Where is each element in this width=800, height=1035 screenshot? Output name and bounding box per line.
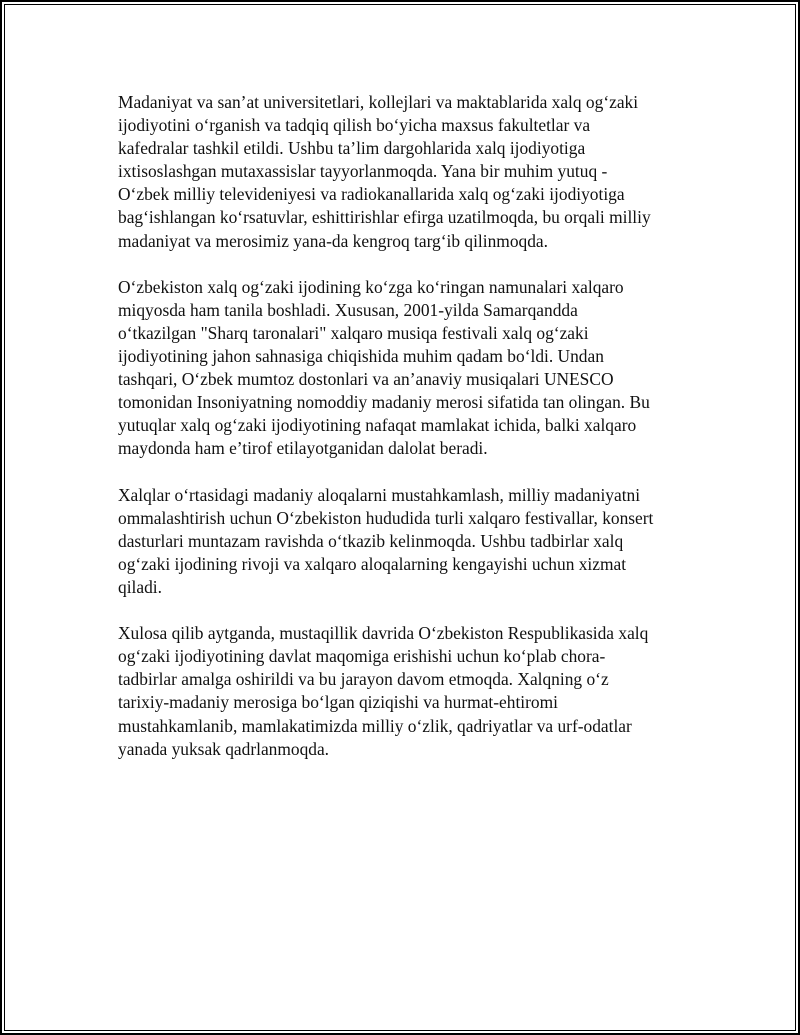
text-line: Xalqlar o‘rtasidagi madaniy aloqalarni mustahkamlash, milliy madaniyatni <box>118 484 641 505</box>
paragraph-4 <box>118 622 693 761</box>
text-line: mustahkamlanib, mamlakatimizda milliy o‘zlik, qadriyatlar va urf-odatlar <box>118 715 632 736</box>
text-line: qiladi. <box>118 576 162 597</box>
text-line: ijodiyotini o‘rganish va tadqiq qilish bo‘yicha maxsus fakultetlar va <box>118 115 591 136</box>
text-line: Xulosa qilib aytganda, mustaqillik davrida O‘zbekiston Respublikasida xalq <box>118 623 649 644</box>
text-line: ijodiyotining jahon sahnasiga chiqishida muhim qadam bo‘ldi. Undan <box>118 346 604 367</box>
document-body <box>118 91 693 784</box>
text-line: bag‘ishlangan ko‘rsatuvlar, eshittirishlar efirga uzatilmoqda, bu orqali milliy <box>118 207 651 228</box>
text-line: og‘zaki ijodining rivoji va xalqaro aloqalarning kengayishi uchun xizmat <box>118 553 627 574</box>
text-line: kafedralar tashkil etildi. Ushbu ta’lim dargohlarida xalq ijodiyotiga <box>118 138 586 159</box>
text-line: madaniyat va merosimiz yana-da kengroq targ‘ib qilinmoqda. <box>118 230 548 251</box>
text-line: yanada yuksak qadrlanmoqda. <box>118 738 330 759</box>
paragraph-2 <box>118 276 693 461</box>
text-line: o‘tkazilgan "Sharq taronalari" xalqaro musiqa festivali xalq og‘zaki <box>118 322 589 343</box>
paragraph-1 <box>118 91 693 253</box>
text-line: og‘zaki ijodiyotining davlat maqomiga erishishi uchun ko‘plab chora- <box>118 646 606 667</box>
text-line: tadbirlar amalga oshirildi va bu jarayon davom etmoqda. Xalqning o‘z <box>118 669 609 690</box>
text-line: maydonda ham e’tirof etilayotganidan dalolat beradi. <box>118 438 488 459</box>
text-line: Madaniyat va san’at universitetlari, kollejlari va maktablarida xalq og‘zaki <box>118 92 639 112</box>
text-line: tarixiy-madaniy merosiga bo‘lgan qiziqishi va hurmat-ehtiromi <box>118 692 558 713</box>
text-line: yutuqlar xalq og‘zaki ijodiyotining nafaqat mamlakat ichida, balki xalqaro <box>118 415 637 436</box>
text-line: tashqari, O‘zbek mumtoz dostonlari va an’anaviy musiqalari UNESCO <box>118 369 614 390</box>
paragraph-3 <box>118 484 693 599</box>
text-line: ommalashtirish uchun O‘zbekiston hududida turli xalqaro festivallar, konsert <box>118 507 654 528</box>
text-line: ixtisoslashgan mutaxassislar tayyorlanmoqda. Yana bir muhim yutuq - <box>118 161 608 182</box>
text-line: dasturlari muntazam ravishda o‘tkazib kelinmoqda. Ushbu tadbirlar xalq <box>118 530 624 551</box>
text-line: O‘zbek milliy televideniyesi va radiokanallarida xalq og‘zaki ijodiyotiga <box>118 184 625 205</box>
text-line: miqyosda ham tanila boshladi. Xususan, 2001-yilda Samarqandda <box>118 299 578 320</box>
text-line: O‘zbekiston xalq og‘zaki ijodining ko‘zga ko‘ringan namunalari xalqaro <box>118 276 624 297</box>
text-line: tomonidan Insoniyatning nomoddiy madaniy merosi sifatida tan olingan. Bu <box>118 392 650 413</box>
